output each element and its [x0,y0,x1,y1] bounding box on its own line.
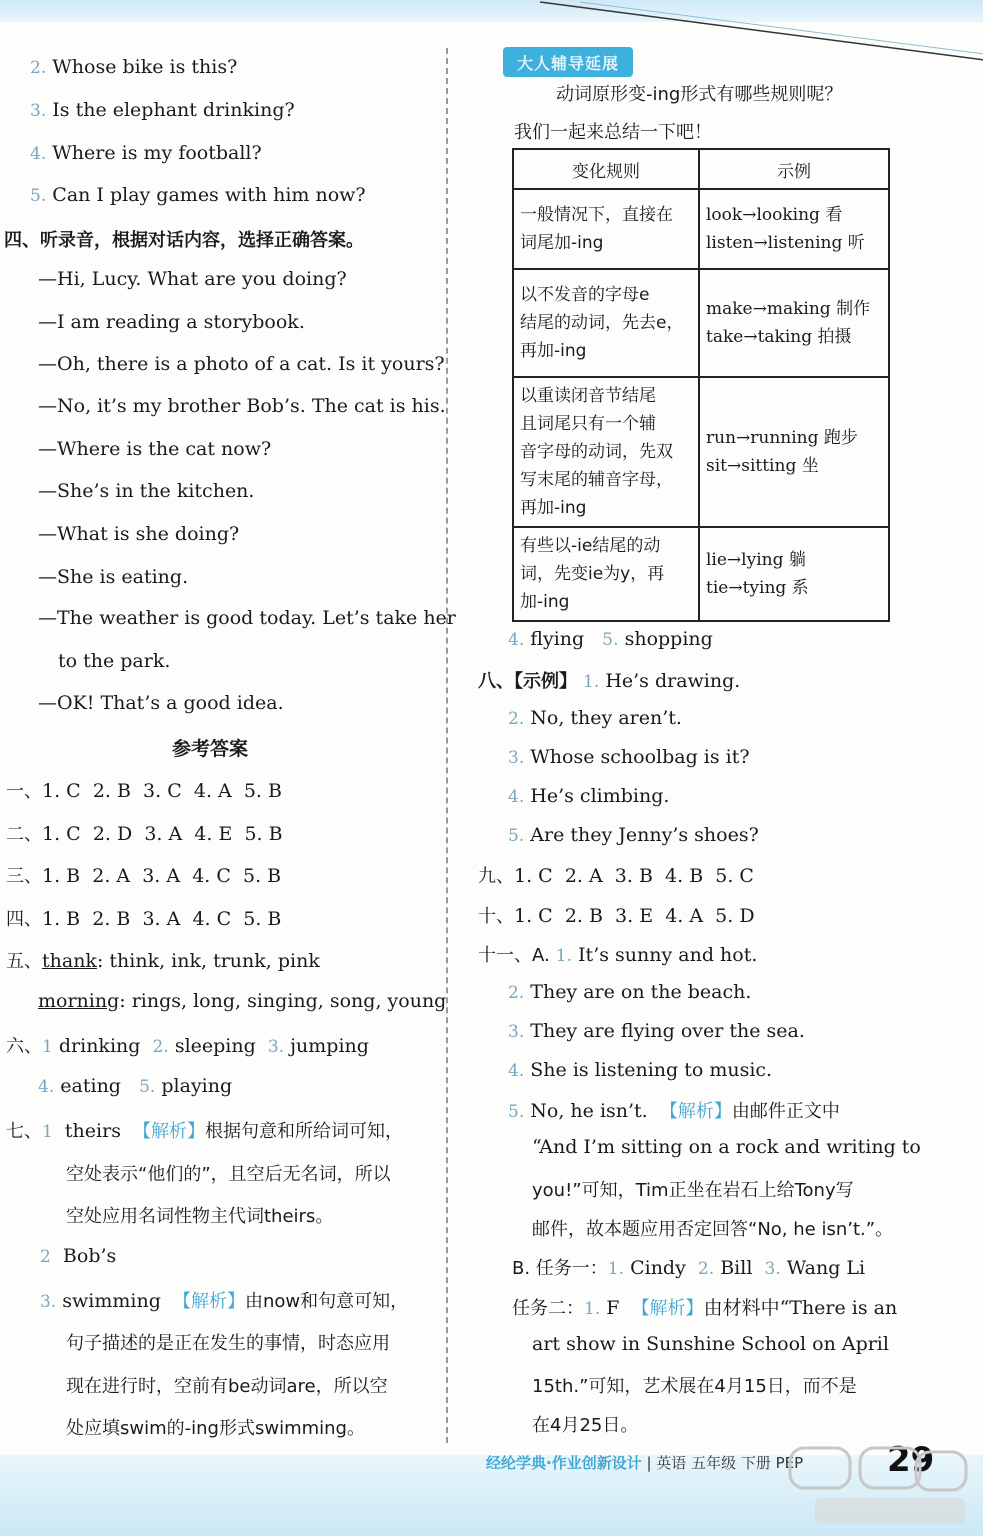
table-header-cell: 示例 [699,149,889,189]
footer-book-info [486,1452,803,1473]
answer-six-cont: 4. flying 5. shopping [508,628,713,650]
answer-row: 二、1. C 2. D 3. A 4. E 5. B [6,823,283,845]
answer-eight: 3. Whose schoolbag is it? [508,746,750,768]
section4-title: 四、听录音，根据对话内容，选择正确答案。 [4,230,364,251]
example-cell: run→running 跑步 sit→sitting 坐 [699,377,889,527]
jiexi-tag: 【解析】 [631,1298,704,1319]
explanation-line: 15th.”可知，艺术展在4月15日，而不是 [532,1376,857,1397]
dialog-line: —The weather is good today. Let’s take her [38,607,456,629]
answer-b-task2: 任务二：1. F 【解析】由材料中“There is an [512,1297,898,1319]
question-line: 5. Can I play games with him now? [30,184,366,206]
footer-subject: | 英语 五年级 下册 PEP [646,1454,804,1472]
answer-b-task1: B. 任务一：1. Cindy 2. Bill 3. Wang Li [512,1257,866,1279]
answer-seven-2: 2 Bob’s [40,1245,117,1267]
answer-five-line2: morning: rings, long, singing, song, young [38,990,447,1012]
jiexi-tag: 【解析】 [133,1121,206,1142]
answer-row: 一、1. C 2. B 3. C 4. A 5. B [6,780,282,802]
example-cell: look→looking 看 listen→listening 听 [699,189,889,269]
dialog-line: —No, it’s my brother Bob’s. The cat is his. [38,395,446,417]
rule-cell: 以重读闭音节结尾 且词尾只有一个辅 音字母的动词，先双 写末尾的辅音字母， 再加-ing [513,377,699,527]
page-number: 29 [887,1440,935,1480]
jiexi-tag: 【解析】 [172,1291,245,1312]
dialog-line: to the park. [58,650,171,672]
tutor-extension-badge: 大人辅导延展 [503,47,633,77]
example-cell: make→making 制作 take→taking 拍摄 [699,269,889,377]
dialog-line: —She’s in the kitchen. [38,480,255,502]
answer-eleven-1: 十一、A. 1. It’s sunny and hot. [478,944,758,966]
answer-six-row: 4. eating 5. playing [38,1075,233,1097]
dialog-line: —Hi, Lucy. What are you doing? [38,268,347,290]
explanation-line: 空处应用名词性物主代词theirs。 [66,1206,334,1227]
answers-title: 参考答案 [172,738,249,760]
intro-line: 我们一起来总结一下吧！ [514,122,712,143]
question-line: 2. Whose bike is this? [30,56,238,78]
explanation-line: you!”可知，Tim正坐在岩石上给Tony写 [532,1180,854,1201]
example-cell: lie→lying 躺 tie→tying 系 [699,527,889,621]
rule-cell: 一般情况下，直接在 词尾加-ing [513,189,699,269]
answer-eight: 2. No, they aren’t. [508,707,682,729]
footer-brand: 经纶学典·作业创新设计 [486,1454,642,1472]
answer-ten-row: 十、1. C 2. B 3. E 4. A 5. D [478,905,755,927]
explanation-line: 处应填swim的-ing形式swimming。 [66,1418,365,1439]
dialog-line: —Oh, there is a photo of a cat. Is it yours? [38,353,445,375]
dialog-line: —Where is the cat now? [38,438,272,460]
answer-seven-3: 3. swimming 【解析】由now和句意可知， [40,1290,409,1312]
answer-row: 三、1. B 2. A 3. A 4. C 5. B [6,865,282,887]
answer-seven-1: 七、1 theirs 【解析】根据句意和所给词可知， [6,1120,404,1142]
dialog-line: —What is she doing? [38,523,240,545]
explanation-line: 在4月25日。 [532,1415,639,1436]
explanation-line: “And I’m sitting on a rock and writing to [532,1136,921,1158]
question-line: 4. Where is my football? [30,142,262,164]
watermark-logo [770,1440,980,1530]
answer-eight: 5. Are they Jenny’s shoes? [508,824,759,846]
rule-cell: 有些以-ie结尾的动 词，先变ie为y，再 加-ing [513,527,699,621]
answer-eleven: 4. She is listening to music. [508,1059,773,1081]
answer-six-row: 六、1 drinking 2. sleeping 3. jumping [6,1035,369,1057]
rule-cell: 以不发音的字母e 结尾的动词，先去e， 再加-ing [513,269,699,377]
answer-eleven: 3. They are flying over the sea. [508,1020,805,1042]
dialog-line: —OK! That’s a good idea. [38,692,284,714]
right-answers [470,0,983,1450]
question-line: 3. Is the elephant drinking? [30,99,295,121]
answer-eight: 4. He’s climbing. [508,785,670,807]
intro-line: 动词原形变-ing形式有哪些规则呢？ [556,84,843,105]
column-divider [446,48,448,1443]
jiexi-tag: 【解析】 [659,1101,732,1122]
answer-eight-1: 八、【示例】 1. He’s drawing. [478,670,741,692]
left-column [0,0,456,1450]
answer-eleven: 2. They are on the beach. [508,981,752,1003]
answer-nine-row: 九、1. C 2. A 3. B 4. B 5. C [478,865,754,887]
explanation-line: 现在进行时，空前有be动词are，所以空 [66,1376,388,1397]
dialog-line: —I am reading a storybook. [38,311,305,333]
table-header-cell: 变化规则 [513,149,699,189]
explanation-line: 邮件，故本题应用否定回答“No, he isn’t.”。 [532,1219,894,1240]
explanation-line: 空处表示“他们的”，且空后无名词，所以 [66,1164,391,1185]
answer-eleven-5: 5. No, he isn’t. 【解析】由邮件正文中 [508,1100,840,1122]
explanation-line: 句子描述的是正在发生的事情，时态应用 [66,1333,390,1354]
answer-five-line1: 五、thank: think, ink, trunk, pink [6,950,320,972]
explanation-line: art show in Sunshine School on April [532,1333,889,1355]
dialog-line: —She is eating. [38,566,189,588]
answer-row: 四、1. B 2. B 3. A 4. C 5. B [6,908,282,930]
